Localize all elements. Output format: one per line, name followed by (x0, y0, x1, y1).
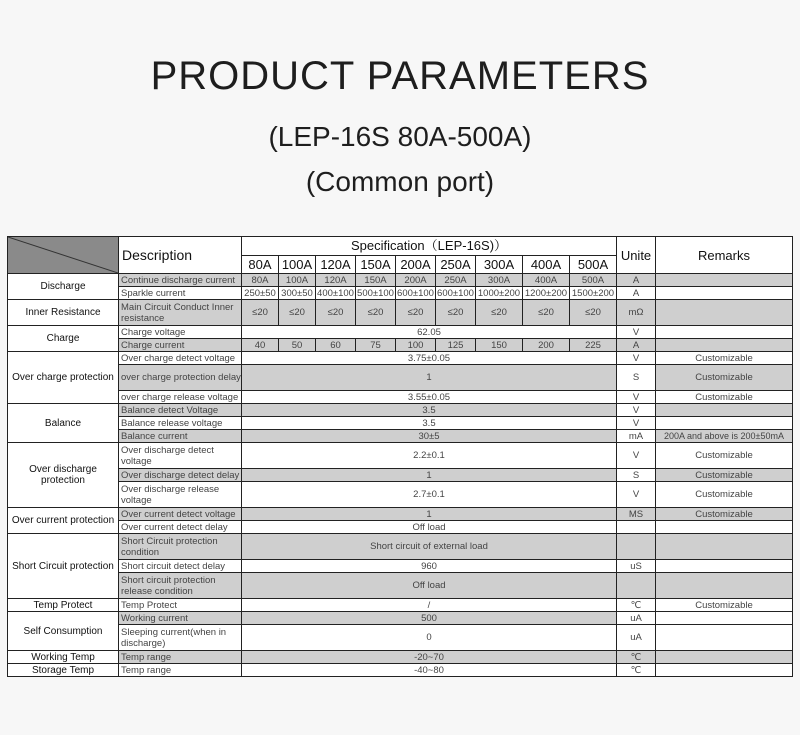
remark-cell: Customizable (656, 443, 793, 469)
value-cell: 600±100 (437, 287, 474, 299)
row-description: Charge voltage (119, 326, 242, 339)
value-cell: Off load (242, 573, 617, 599)
remark-cell: Customizable (656, 352, 793, 365)
row-description: Over current detect delay (119, 521, 242, 534)
value-cell: 500 (242, 612, 617, 625)
value-cell: 50 (279, 339, 316, 352)
category-balance: Balance (8, 404, 119, 443)
value-cell: ≤20 (436, 300, 476, 326)
row-description: Over discharge release voltage (119, 482, 242, 508)
value-cell: 400A (523, 274, 570, 287)
value-cell: 300±50 (279, 287, 316, 300)
remark-cell (656, 339, 793, 352)
value-cell: 225 (570, 339, 617, 352)
value-cell: 75 (356, 339, 396, 352)
category-over-discharge-protection: Over discharge protection (8, 443, 119, 508)
unit-cell: V (617, 443, 656, 469)
row-description: Sparkle current (119, 287, 242, 300)
value-cell: 2.7±0.1 (242, 482, 617, 508)
remark-cell (656, 404, 793, 417)
row-description: Temp range (119, 651, 242, 664)
header-current: 150A (356, 255, 396, 274)
unit-cell: V (617, 391, 656, 404)
remark-cell: Customizable (656, 508, 793, 521)
value-cell: 1 (242, 508, 617, 521)
value-cell: 3.55±0.05 (242, 391, 617, 404)
remark-cell (656, 651, 793, 664)
remark-cell (656, 300, 793, 326)
row-description: Working current (119, 612, 242, 625)
value-cell: ≤20 (356, 300, 396, 326)
row-description: Temp range (119, 664, 242, 677)
row-description: Over charge detect voltage (119, 352, 242, 365)
value-cell: -40~80 (242, 664, 617, 677)
value-cell: 1500±200 (570, 287, 617, 300)
value-cell: ≤20 (316, 300, 356, 326)
value-cell: 250±50 (242, 287, 279, 300)
row-description: Main Circuit Conduct Inner resistance (119, 300, 242, 326)
unit-cell: A (617, 287, 656, 300)
row-description: Short Circuit protection condition (119, 534, 242, 560)
value-cell: 960 (242, 560, 617, 573)
row-description: Over current detect voltage (119, 508, 242, 521)
model-subtitle: (LEP-16S 80A-500A) (268, 121, 532, 152)
unit-cell: V (617, 404, 656, 417)
category-charge: Charge (8, 326, 119, 352)
value-cell: 500±100 (357, 287, 394, 299)
row-description: Charge current (119, 339, 242, 352)
header-current: 80A (242, 255, 279, 274)
remark-cell (656, 612, 793, 625)
value-cell: 125 (436, 339, 476, 352)
unit-cell: ℃ (617, 664, 656, 677)
value-cell: 30±5 (242, 430, 617, 443)
header-current: 500A (570, 255, 617, 274)
value-cell: 2.2±0.1 (242, 443, 617, 469)
row-description: Short circuit protection release condition (119, 573, 242, 599)
remark-cell (656, 625, 793, 651)
parameters-table (7, 236, 793, 677)
unit-cell: A (617, 339, 656, 352)
value-cell: 200 (523, 339, 570, 352)
row-description: over charge release voltage (119, 391, 242, 404)
value-cell: 60 (316, 339, 356, 352)
value-cell: ≤20 (570, 300, 617, 326)
value-cell: 3.75±0.05 (242, 352, 617, 365)
row-description: Balance release voltage (119, 417, 242, 430)
unit-cell: S (617, 365, 656, 391)
value-cell: 1 (242, 469, 617, 482)
remark-cell: Customizable (656, 469, 793, 482)
unit-cell: ℃ (617, 651, 656, 664)
value-cell: 62.05 (242, 326, 617, 339)
header-current: 120A (316, 255, 356, 274)
value-cell: / (242, 599, 617, 612)
row-description: Short circuit detect delay (119, 560, 242, 573)
unit-cell (617, 573, 656, 599)
header-current: 300A (476, 255, 523, 274)
value-cell: 80A (242, 274, 279, 287)
value-cell: Short circuit of external load (242, 534, 617, 560)
row-description: Balance current (119, 430, 242, 443)
row-description: Over discharge detect voltage (119, 443, 242, 469)
header-current: 400A (523, 255, 570, 274)
unit-cell (617, 521, 656, 534)
row-description: Sleeping current(when in discharge) (119, 625, 242, 651)
value-cell: Off load (242, 521, 617, 534)
unit-cell: mA (617, 430, 656, 443)
remark-cell (656, 521, 793, 534)
value-cell: 3.5 (242, 404, 617, 417)
unit-cell: V (617, 482, 656, 508)
category-inner-resistance: Inner Resistance (8, 300, 119, 326)
header-description: Description (119, 237, 242, 274)
value-cell: 3.5 (242, 417, 617, 430)
unit-cell: mΩ (617, 300, 656, 326)
category-discharge: Discharge (8, 274, 119, 300)
value-cell: 1200±200 (523, 287, 570, 300)
value-cell: 40 (242, 339, 279, 352)
row-description: Over discharge detect delay (119, 469, 242, 482)
remark-cell (656, 560, 793, 573)
remark-cell (656, 534, 793, 560)
page-title: PRODUCT PARAMETERS (150, 54, 650, 98)
unit-cell: uA (617, 612, 656, 625)
value-cell: 1000±200 (476, 287, 523, 300)
header-current: 250A (436, 255, 476, 274)
row-description: Balance detect Voltage (119, 404, 242, 417)
value-cell: ≤20 (523, 300, 570, 326)
category-short-circuit-protection: Short Circuit protection (8, 534, 119, 599)
unit-cell: MS (617, 508, 656, 521)
header-remarks: Remarks (656, 237, 793, 274)
value-cell: -20~70 (242, 651, 617, 664)
remark-cell (656, 274, 793, 287)
port-subtitle: (Common port) (305, 166, 495, 197)
unit-cell: ℃ (617, 599, 656, 612)
remark-cell: Customizable (656, 482, 793, 508)
category-self-consumption: Self Consumption (8, 612, 119, 651)
category-storage-temp: Storage Temp (8, 664, 119, 677)
category-over-current-protection: Over current protection (8, 508, 119, 534)
value-cell: 150 (476, 339, 523, 352)
category-temp-protect: Temp Protect (8, 599, 119, 612)
value-cell: 150A (356, 274, 396, 287)
value-cell: 500A (570, 274, 617, 287)
remark-cell (656, 326, 793, 339)
value-cell: 100A (279, 274, 316, 287)
value-cell: 0 (242, 625, 617, 651)
value-cell: ≤20 (476, 300, 523, 326)
value-cell: 1 (242, 365, 617, 391)
remark-cell: Customizable (656, 599, 793, 612)
category-over-charge-protection: Over charge protection (8, 352, 119, 404)
unit-cell: uA (617, 625, 656, 651)
unit-cell: V (617, 352, 656, 365)
value-cell: 120A (316, 274, 356, 287)
value-cell: 100 (396, 339, 436, 352)
remark-cell (656, 664, 793, 677)
value-cell: 400±100 (317, 287, 354, 299)
row-description: Temp Protect (119, 599, 242, 612)
header-current: 100A (279, 255, 316, 274)
category-working-temp: Working Temp (8, 651, 119, 664)
header-corner (8, 237, 119, 274)
unit-cell: A (617, 274, 656, 287)
value-cell: 200A (396, 274, 436, 287)
value-cell: ≤20 (396, 300, 436, 326)
header-current: 200A (396, 255, 436, 274)
remark-cell (656, 573, 793, 599)
value-cell: ≤20 (279, 300, 316, 326)
unit-cell: V (617, 417, 656, 430)
remark-cell (656, 417, 793, 430)
value-cell: ≤20 (242, 300, 279, 326)
remark-cell: 200A and above is 200±50mA (656, 430, 793, 443)
header-unite: Unite (617, 237, 656, 274)
row-description: over charge protection delay (119, 365, 242, 391)
unit-cell (617, 534, 656, 560)
value-cell: 300A (476, 274, 523, 287)
remark-cell (656, 287, 793, 300)
unit-cell: V (617, 326, 656, 339)
value-cell: 600±100 (397, 287, 434, 299)
remark-cell: Customizable (656, 391, 793, 404)
remark-cell: Customizable (656, 365, 793, 391)
value-cell: 250A (436, 274, 476, 287)
unit-cell: uS (617, 560, 656, 573)
unit-cell: S (617, 469, 656, 482)
header-specification: Specification（LEP-16S)） (242, 237, 617, 256)
row-description: Continue discharge current (119, 274, 242, 287)
